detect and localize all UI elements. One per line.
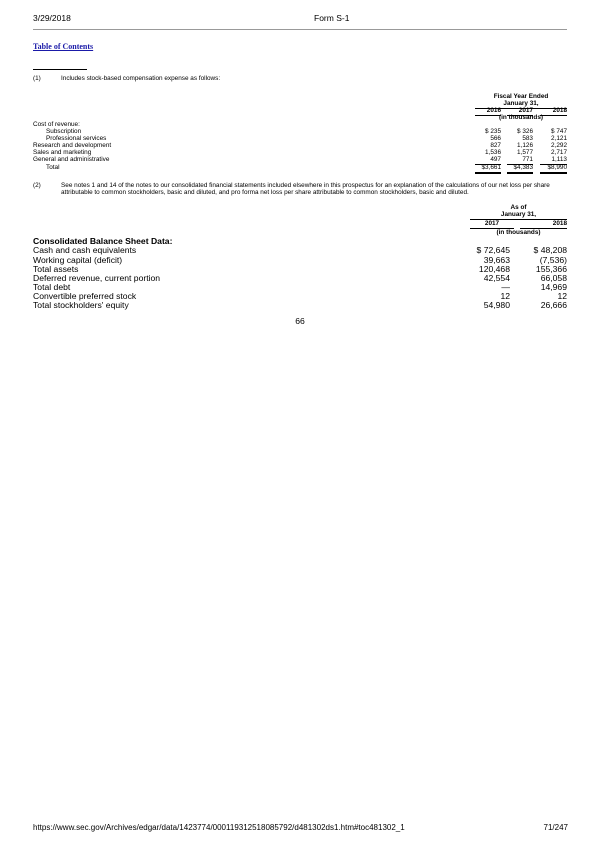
note2-text-line1: See notes 1 and 14 of the notes to our consolidated financial statements included elsewhere in this prospectus for an explanation of the calculations of our net loss per share bbox=[61, 182, 550, 189]
as-of-header-line2: January 31, bbox=[470, 211, 567, 220]
note1-text: Includes stock-based compensation expense as follows: bbox=[61, 75, 221, 82]
table-row-label: Cash and cash equivalents bbox=[33, 245, 137, 255]
table-row-label: Working capital (deficit) bbox=[33, 255, 123, 265]
total-row-label: Total bbox=[46, 164, 60, 171]
footnote-separator bbox=[33, 69, 87, 70]
table-row-label: Total debt bbox=[33, 282, 71, 292]
table-cell: 42,554 bbox=[483, 273, 510, 283]
balance-sheet-title: Consolidated Balance Sheet Data: bbox=[33, 236, 173, 246]
total-cell: $4,383 bbox=[507, 164, 533, 174]
table-row-label: Convertible preferred stock bbox=[33, 291, 137, 301]
as-of-header-line1: As of bbox=[510, 204, 527, 211]
table-row-label: Research and development bbox=[33, 142, 112, 149]
table-row-label: Sales and marketing bbox=[33, 149, 92, 156]
table-cell: 1,536 bbox=[485, 149, 501, 156]
table-cell: $ 48,208 bbox=[533, 245, 567, 255]
table-cell: 54,980 bbox=[483, 300, 510, 310]
table-cell: $ 235 bbox=[485, 128, 501, 135]
table-cell: 2,717 bbox=[551, 149, 567, 156]
table-cell: 39,663 bbox=[483, 255, 510, 265]
table-cell: 155,366 bbox=[535, 264, 567, 274]
table-row-label: Total assets bbox=[33, 264, 79, 274]
table-cell: 1,577 bbox=[517, 149, 533, 156]
table-cell: 14,969 bbox=[540, 282, 567, 292]
table-cell: 497 bbox=[475, 156, 501, 165]
table-row-label: Professional services bbox=[46, 135, 107, 142]
table-row-label: Total stockholders' equity bbox=[33, 300, 129, 310]
table-cell: $ 72,645 bbox=[476, 245, 510, 255]
total-cell: $8,990 bbox=[540, 164, 567, 174]
table-cell: $ 747 bbox=[551, 128, 567, 135]
table-row-label: General and administrative bbox=[33, 156, 110, 163]
table-cell: 566 bbox=[490, 135, 501, 142]
table-cell: 1,113 bbox=[540, 156, 567, 165]
cost-of-revenue-label: Cost of revenue: bbox=[33, 121, 80, 128]
note2-text-line2: attributable to common stockholders, basic and diluted, and pro forma net loss per share attributable to common stockholders, basic and diluted. bbox=[61, 189, 469, 196]
year-header-2018: 2018 bbox=[520, 220, 567, 229]
table-cell: 66,058 bbox=[540, 273, 567, 283]
table-cell: (7,536) bbox=[539, 255, 567, 265]
footer-page-count: 71/247 bbox=[543, 823, 568, 832]
table-cell: 771 bbox=[507, 156, 533, 165]
unit-label: (in thousands) bbox=[498, 114, 544, 121]
year-header-2018: 2018 bbox=[540, 107, 567, 116]
table-of-contents-link[interactable]: Table of Contents bbox=[33, 42, 94, 51]
note2-number: (2) bbox=[33, 182, 41, 189]
print-date: 3/29/2018 bbox=[33, 13, 71, 23]
header-rule bbox=[33, 29, 567, 30]
note1-number: (1) bbox=[33, 75, 41, 82]
table-row-label: Deferred revenue, current portion bbox=[33, 273, 161, 283]
year-header-2016: 2016 bbox=[475, 107, 501, 116]
table-cell: 12 bbox=[557, 291, 567, 301]
total-cell: $3,661 bbox=[475, 164, 501, 174]
table-cell: 12 bbox=[500, 291, 510, 301]
table-cell: $ 326 bbox=[517, 128, 533, 135]
table-cell: 26,666 bbox=[540, 300, 567, 310]
document-title: Form S-1 bbox=[314, 13, 350, 23]
page-number: 66 bbox=[295, 316, 305, 326]
table-cell: 120,468 bbox=[478, 264, 510, 274]
period-header-line2: January 31, bbox=[475, 100, 567, 109]
year-header-2017: 2017 bbox=[470, 220, 514, 229]
table-cell: — bbox=[501, 282, 510, 292]
table-cell: 2,121 bbox=[551, 135, 567, 142]
table-cell: 2,292 bbox=[551, 142, 567, 149]
year-header-2017: 2017 bbox=[507, 107, 533, 116]
period-header-line1: Fiscal Year Ended bbox=[493, 93, 549, 100]
table-cell: 827 bbox=[490, 142, 501, 149]
balance-unit-label: (in thousands) bbox=[496, 229, 541, 236]
footer-url: https://www.sec.gov/Archives/edgar/data/1423774/000119312518085792/d481302ds1.htm#toc481302_1 bbox=[33, 823, 405, 832]
table-cell: 583 bbox=[522, 135, 533, 142]
table-cell: 1,126 bbox=[517, 142, 533, 149]
table-row-label: Subscription bbox=[46, 128, 82, 135]
